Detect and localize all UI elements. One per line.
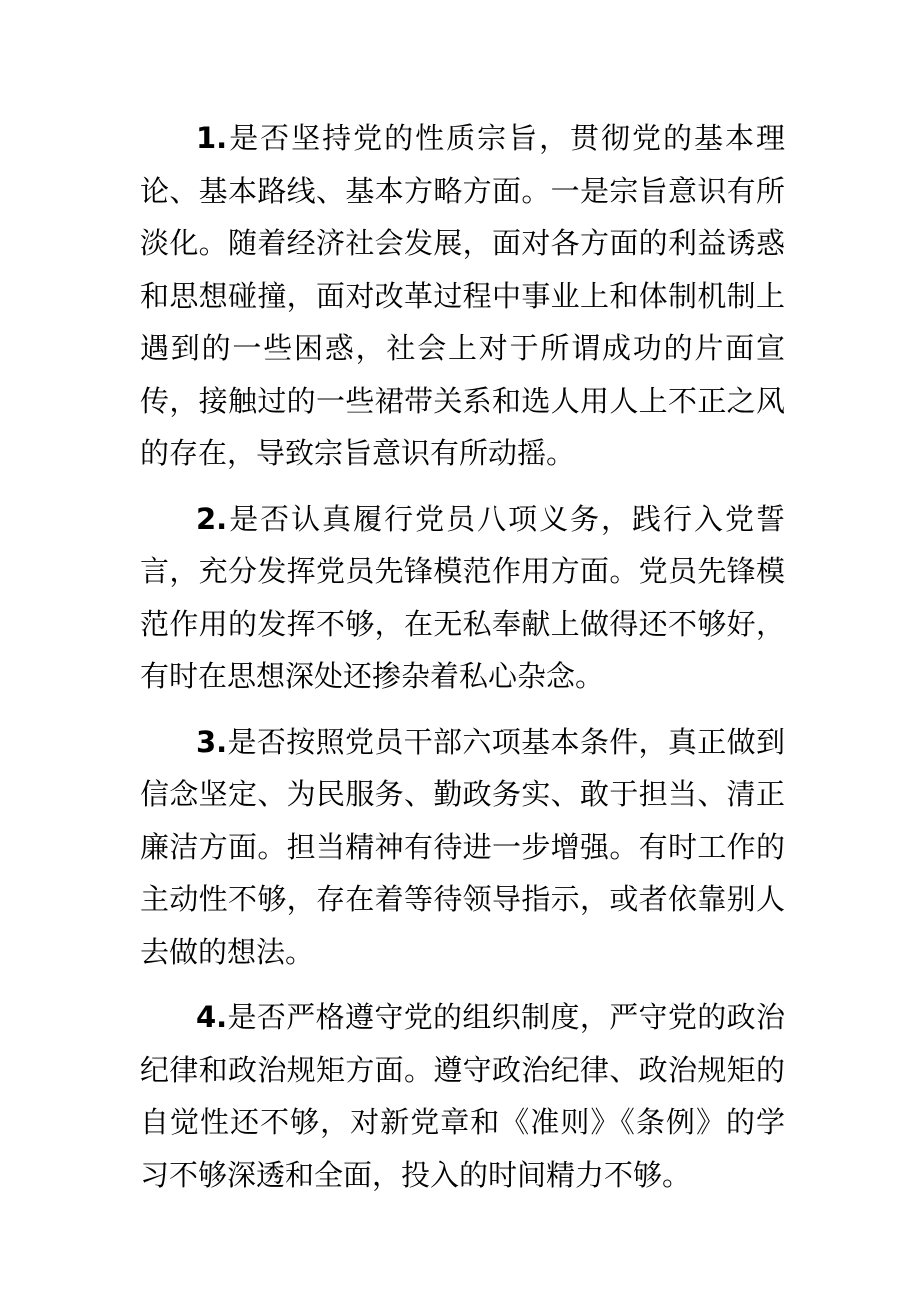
paragraph-4-text: 是否严格遵守党的组织制度，严守党的政治纪律和政治规矩方面。遵守政治纪律、政治规矩的自觉性还不够，对新党章和《准则》《条例》的学习不够深透和全面，投入的时间精力不够。 bbox=[140, 1000, 785, 1192]
paragraph-1-text: 是否坚持党的性质宗旨，贯彻党的基本理论、基本路线、基本方略方面。一是宗旨意识有所淡化。随着经济社会发展，面对各方面的利益诱惑和思想碰撞，面对改革过程中事业上和体制机制上遇到的一些困惑，社会上对于所谓成功的片面宣传，接触过的一些裙带关系和选人用人上不正之风的存在，导致宗旨意识有所动摇。 bbox=[140, 121, 785, 470]
paragraph-3 bbox=[140, 716, 785, 979]
paragraph-4-number: 4. bbox=[196, 1000, 228, 1034]
document-page bbox=[140, 112, 785, 1214]
paragraph-2 bbox=[140, 493, 785, 703]
paragraph-3-number: 3. bbox=[196, 724, 228, 759]
paragraph-4 bbox=[140, 991, 785, 1201]
paragraph-3-text: 是否按照党员干部六项基本条件，真正做到信念坚定、为民服务、勤政务实、敢于担当、清正廉洁方面。担当精神有待进一步增强。有时工作的主动性不够，存在着等待领导指示，或者依靠别人去做的想法。 bbox=[140, 724, 785, 969]
paragraph-2-text: 是否认真履行党员八项义务，践行入党誓言，充分发挥党员先锋模范作用方面。党员先锋模范作用的发挥不够，在无私奉献上做得还不够好，有时在思想深处还掺杂着私心杂念。 bbox=[140, 501, 785, 693]
paragraph-1-number: 1. bbox=[196, 121, 228, 155]
paragraph-2-number: 2. bbox=[196, 501, 228, 536]
paragraph-1 bbox=[140, 112, 785, 480]
